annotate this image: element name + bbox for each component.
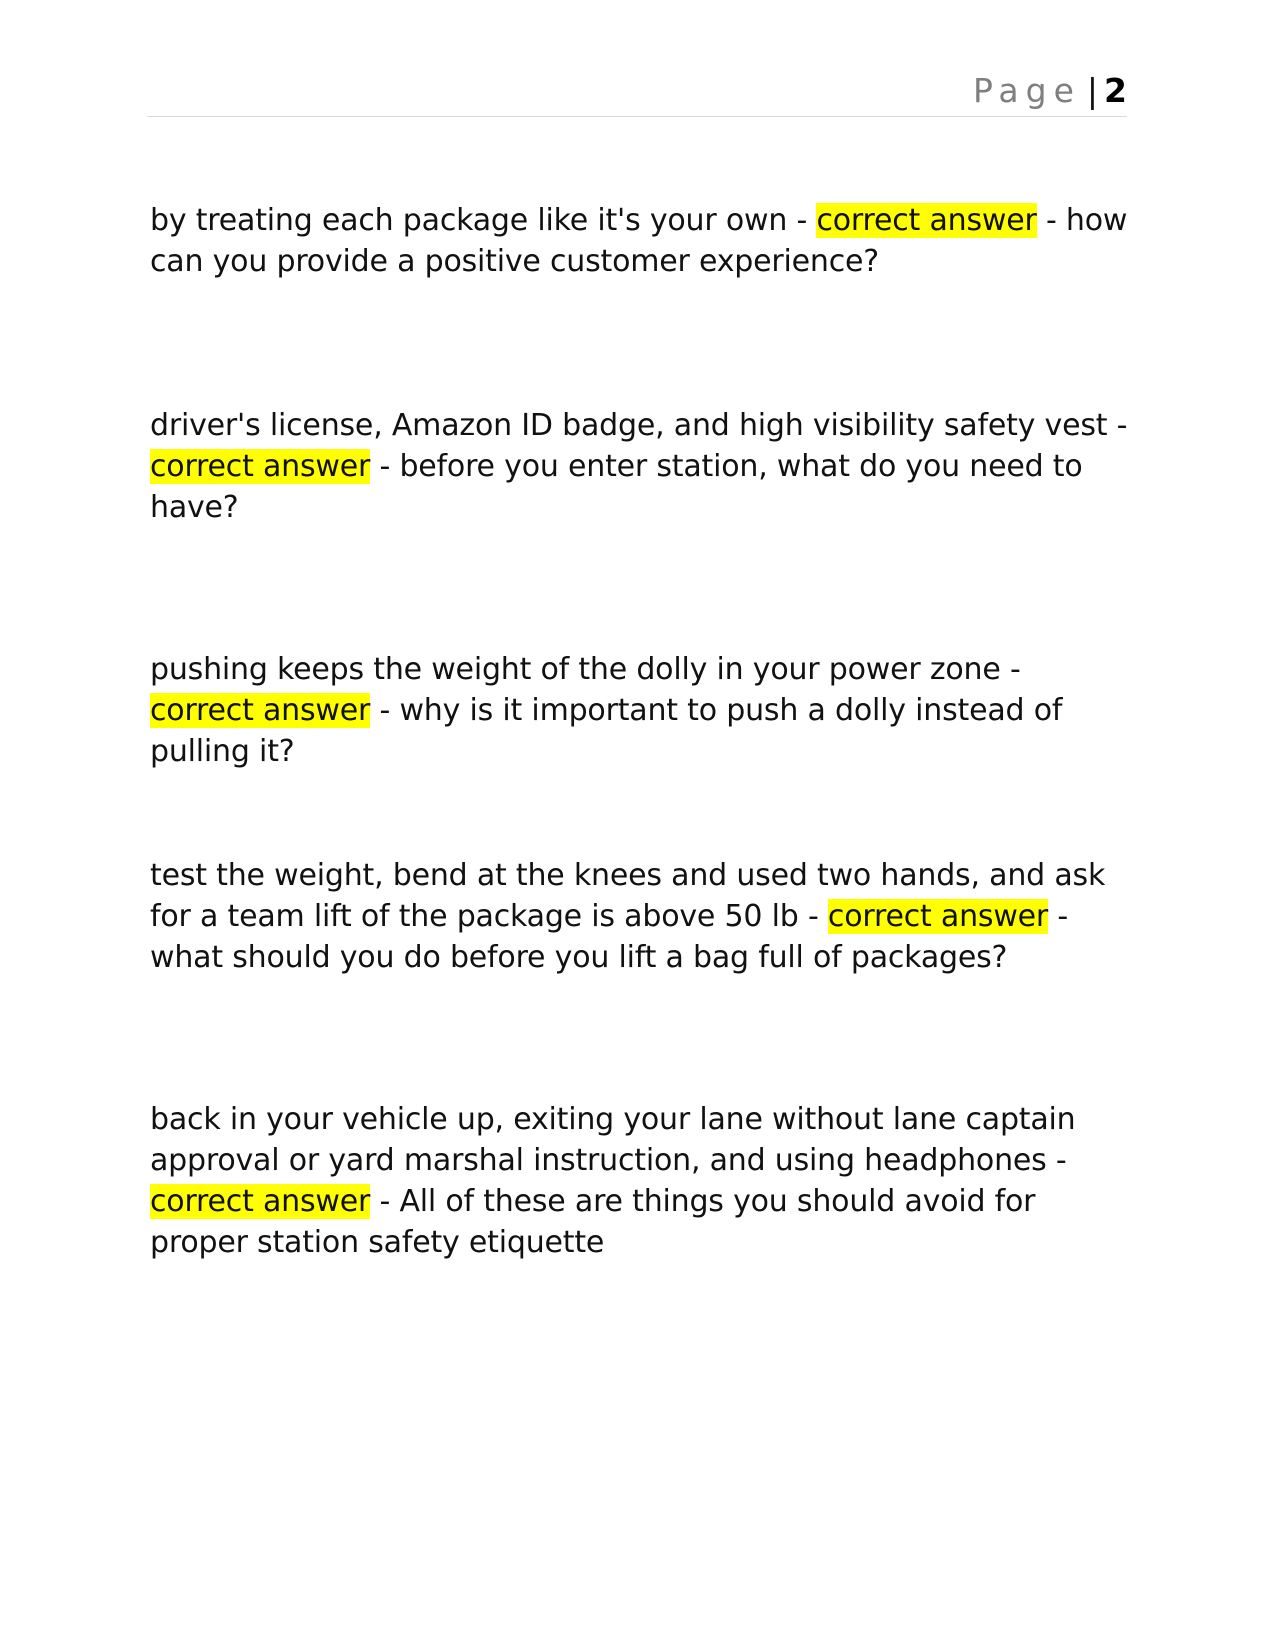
separator: - — [1000, 652, 1021, 687]
separator: - — [1036, 203, 1066, 238]
separator: - — [1107, 408, 1128, 443]
answer-text: test the weight, bend at the knees and used two hands, and ask for a team lift of the package is above 50 lb — [150, 858, 1106, 934]
separator: - — [1048, 899, 1069, 934]
page-header — [147, 70, 1127, 117]
page-number-label — [973, 71, 1127, 110]
correct-answer-label: correct answer — [150, 449, 371, 484]
answer-text: driver's license, Amazon ID badge, and high visibility safety vest — [150, 408, 1108, 443]
separator: - — [798, 899, 828, 934]
separator: - — [370, 449, 400, 484]
page-word: Page — [973, 71, 1081, 110]
qa-item-4 — [150, 855, 1130, 978]
separator: - — [370, 1184, 400, 1219]
question-text: All of these are things you should avoid for proper station safety etiquette — [150, 1184, 1036, 1260]
qa-item-1 — [150, 200, 1130, 282]
separator: - — [1046, 1143, 1067, 1178]
question-text: how can you provide a positive customer experience? — [150, 203, 1128, 279]
page-number: 2 — [1104, 71, 1127, 110]
separator: - — [370, 693, 400, 728]
question-text: why is it important to push a dolly instead of pulling it? — [150, 693, 1063, 769]
question-text: what should you do before you lift a bag full of packages? — [150, 940, 1008, 975]
correct-answer-label: correct answer — [150, 1184, 371, 1219]
qa-item-2 — [150, 405, 1130, 528]
answer-text: pushing keeps the weight of the dolly in your power zone — [150, 652, 1001, 687]
correct-answer-label: correct answer — [827, 899, 1049, 934]
answer-text: back in your vehicle up, exiting your lane without lane captain approval or yard marshal instruction, and using headphones — [150, 1102, 1076, 1178]
correct-answer-label: correct answer — [150, 693, 371, 728]
question-text: before you enter station, what do you need to have? — [150, 449, 1083, 525]
qa-item-3 — [150, 649, 1130, 772]
page-separator: | — [1086, 71, 1099, 110]
qa-item-5 — [150, 1099, 1130, 1263]
separator: - — [787, 203, 817, 238]
answer-text: by treating each package like it's your own — [150, 203, 788, 238]
correct-answer-label: correct answer — [816, 203, 1037, 238]
